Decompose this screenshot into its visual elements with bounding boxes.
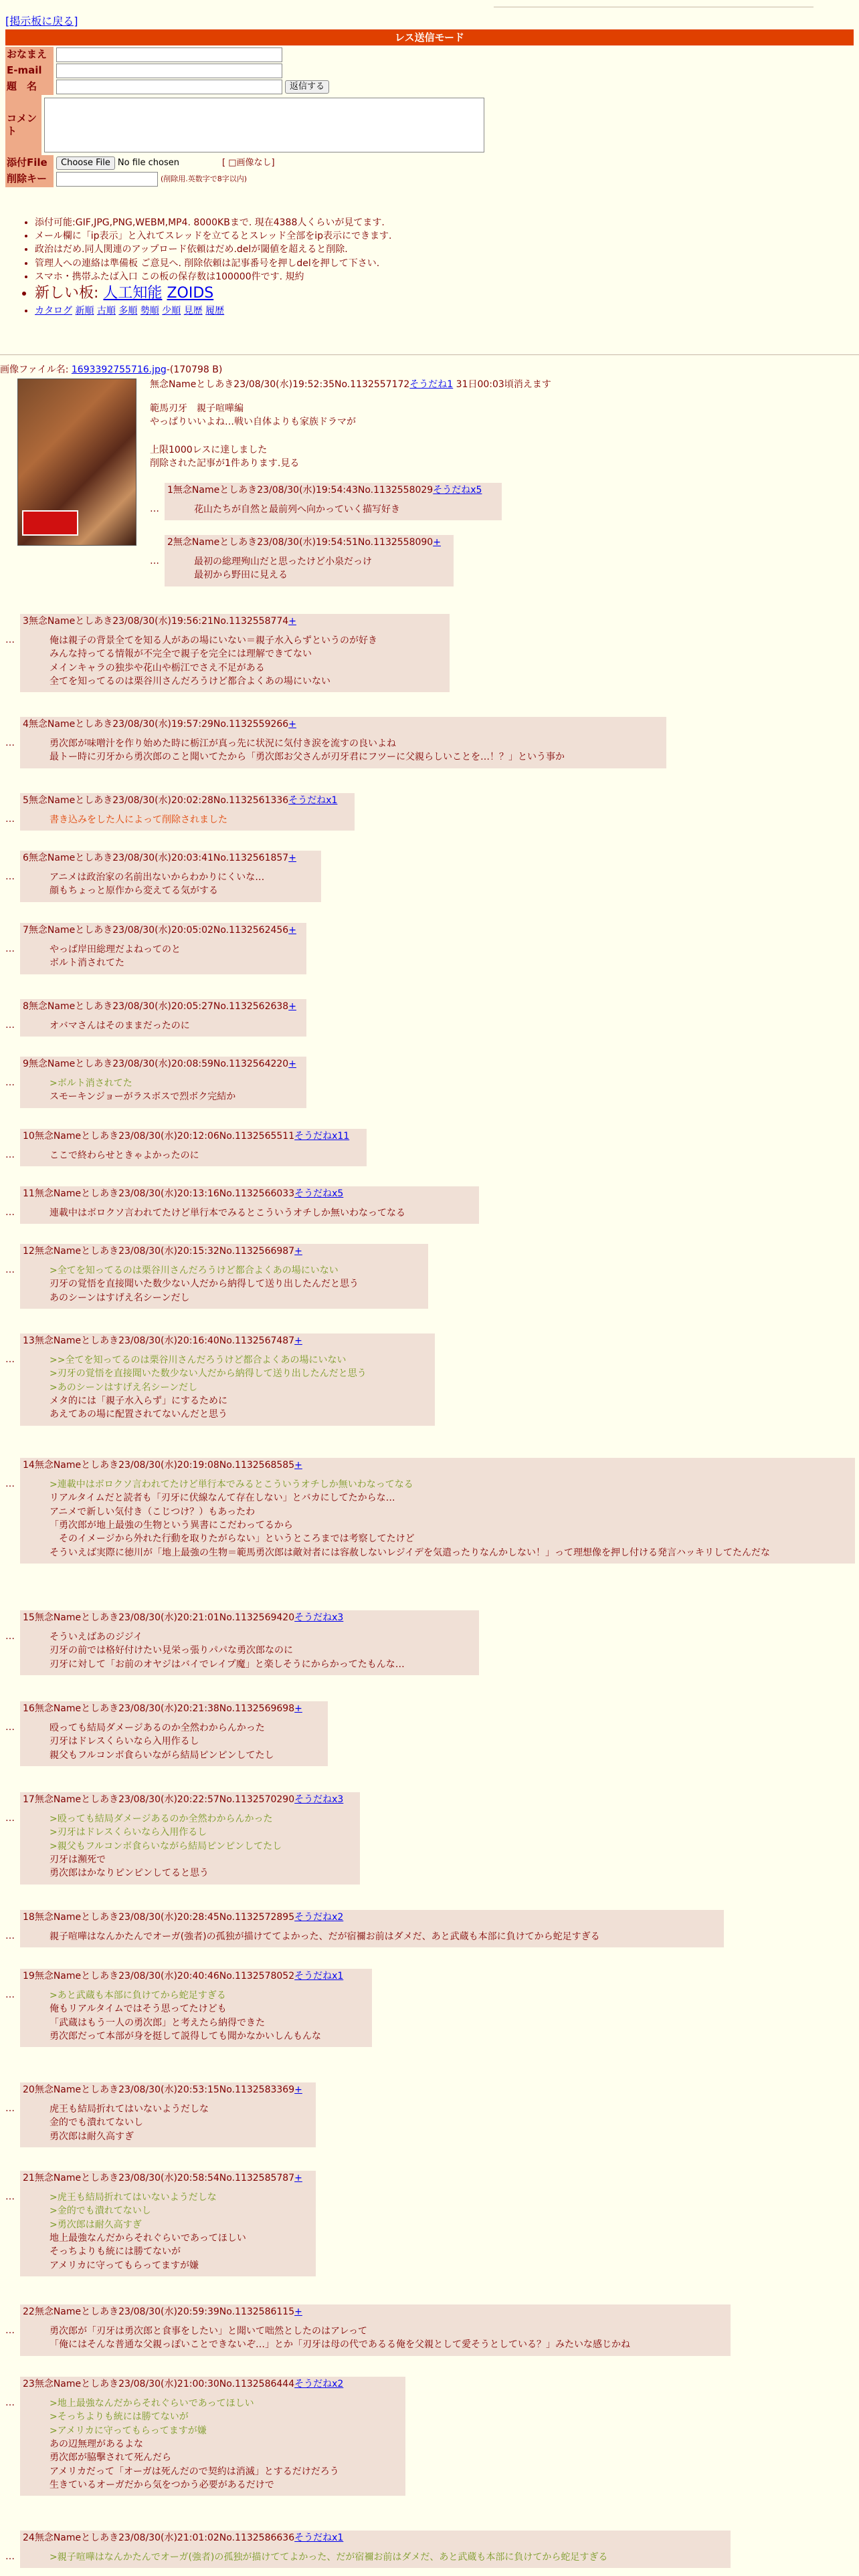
comment-textarea[interactable] <box>44 98 484 152</box>
op-header: 無念Nameとしあき23/08/30(水)19:52:35No.1132557172そうだね1 31日00:03頃消えます <box>150 379 551 390</box>
reply-line: 「勇次郎が地上最強の生物という異書にこだわってるから <box>50 1520 293 1531</box>
reply-header <box>23 1703 325 1715</box>
reply-header <box>167 536 451 548</box>
reply-marker: … <box>5 1813 15 1824</box>
op-line: やっぱりいいよね…戦い自体よりも家族ドラマが <box>150 417 356 427</box>
reply-line: 刃牙は瀕死で <box>50 1854 106 1866</box>
reply-meta: 24無念Nameとしあき23/08/30(水)21:01:02No.1132586636 <box>23 2533 295 2543</box>
reply-post <box>20 2304 731 2356</box>
reply-body <box>50 1812 357 1880</box>
reply-line: 最トー時に刃牙から勇次郎のこと聞いてたから「勇次郎お父さんが刃牙君にフツーに父親らしいことを…！？」という事か <box>50 752 565 763</box>
reply-line: 刃牙に対して「お前のオヤジはバイでレイプ魔」と楽しそうにからかってたもんな… <box>50 1658 405 1670</box>
reply-post <box>20 793 355 831</box>
reply-line: 全てを知ってるのは栗谷川さんだろうけど都合よくあの場にいない <box>50 676 330 687</box>
reply-meta: 18無念Nameとしあき23/08/30(水)20:28:45No.1132572895 <box>23 1912 295 1923</box>
delete-key-label: 削除キー <box>5 171 54 187</box>
reply-marker: … <box>5 814 15 825</box>
reply-body <box>50 1019 304 1033</box>
reply-body <box>50 2397 403 2492</box>
reply-line: 勇次郎だって本部が身を挺して説得しても聞かなかいしんもんな <box>50 2031 321 2042</box>
reply-marker: … <box>5 1990 15 2000</box>
soudane-button[interactable]: + <box>294 2306 302 2317</box>
reply-body <box>50 2551 728 2564</box>
reply-body <box>50 2325 728 2352</box>
subject-input[interactable] <box>56 80 282 94</box>
reply-post <box>20 2171 316 2276</box>
soudane-button[interactable]: そうだねx1 <box>294 2533 344 2543</box>
reply-line: 「俺にはそんな普通な父親っぽいことできないぞ…」とか「刃牙は母の代であるる俺を父親として愛そうとしている？」みたいな感じかね <box>50 2339 630 2351</box>
reply-header <box>23 1335 432 1347</box>
reply-line: ボルト消されてた <box>50 958 124 969</box>
comment-label: コメント <box>5 95 41 155</box>
reply-line: 勇次郎は耐久高すぎ <box>50 2131 134 2142</box>
rule-item: • 添付可能:GIF,JPG,PNG,WEBM,MP4. 8000KBまで. 現在4388人くらいが見てます. <box>35 217 391 229</box>
reply-body <box>50 1206 476 1220</box>
reply-line: スモーキンジョーがラスボスで烈ボク完結か <box>50 1091 236 1103</box>
reply-meta: 4無念Nameとしあき23/08/30(水)19:57:29No.1132559266 <box>23 719 289 730</box>
thread-image[interactable] <box>17 379 136 546</box>
soudane-button[interactable]: そうだねx2 <box>294 2379 344 2389</box>
reply-line: リアルタイムだと読者も「刃牙に伏線なんて存在しない」とバカにしてたからな… <box>50 1493 395 1504</box>
reply-marker: … <box>5 1722 15 1733</box>
reply-post <box>20 1244 428 1309</box>
reply-header <box>23 2084 313 2096</box>
reply-line: 虎王も結局折れてはいないようだしな <box>50 2104 209 2115</box>
reply-post <box>20 2082 316 2147</box>
reply-body <box>50 943 304 970</box>
subject-label: 題 名 <box>5 79 54 95</box>
reply-marker: … <box>5 1265 15 1275</box>
reply-marker: … <box>5 1207 15 1218</box>
reply-marker: … <box>5 2191 15 2202</box>
sort-many-link[interactable]: 多順 <box>118 305 138 316</box>
quote-line: >虎王も結局折れてはいないようだしな <box>50 2192 217 2204</box>
soudane-button[interactable]: + <box>288 719 296 730</box>
quote-line: >殴っても結局ダメージあるのか全然わからんかった <box>50 1814 273 1825</box>
image-file-link[interactable]: 1693392755716.jpg <box>71 364 167 375</box>
reply-line: あの辺無理があるよな <box>50 2439 143 2450</box>
quote-line: >あと武蔵も本部に負けてから蛇足すぎる <box>50 1990 226 2002</box>
reply-meta: 9無念Nameとしあき23/08/30(水)20:08:59No.1132564220 <box>23 1059 289 1069</box>
reply-marker: … <box>5 1077 15 1088</box>
reply-header <box>23 1459 852 1471</box>
reply-marker: … <box>5 2103 15 2114</box>
reply-meta: 7無念Nameとしあき23/08/30(水)20:05:02No.1132562456 <box>23 925 289 936</box>
soudane-button[interactable]: そうだねx2 <box>294 1912 344 1923</box>
soudane-button[interactable]: + <box>288 925 296 936</box>
soudane-button[interactable]: そうだねx5 <box>433 485 482 496</box>
reply-meta: 8無念Nameとしあき23/08/30(水)20:05:27No.1132562638 <box>23 1001 289 1012</box>
file-label: 添付File <box>5 155 54 171</box>
reply-line: そのイメージから外れた行動を取りたがらない」というところまでは考察してたけど <box>50 1533 415 1545</box>
reply-body <box>50 1077 304 1104</box>
soudane-button[interactable]: そうだねx3 <box>294 1794 344 1805</box>
reply-marker: … <box>5 1150 15 1160</box>
reply-body <box>50 1630 476 1671</box>
reply-body <box>194 503 499 516</box>
reply-meta: 6無念Nameとしあき23/08/30(水)20:03:41No.1132561857 <box>23 853 289 863</box>
reply-post <box>20 1057 306 1108</box>
soudane-button[interactable]: + <box>433 537 441 548</box>
image-file-info: 画像ファイル名: 1693392755716.jpg-(170798 B) <box>0 364 223 375</box>
quote-line: >ボルト消されてた <box>50 1078 132 1089</box>
reply-body <box>50 1721 325 1762</box>
reply-line: 金的でも潰れてないし <box>50 2117 143 2129</box>
reply-line: やっぱ岸田総理だよねってのと <box>50 944 181 956</box>
reply-line: アニメで新しい気付き（こじつけ？）もあったわ <box>50 1506 256 1517</box>
reply-meta: 19無念Nameとしあき23/08/30(水)20:40:46No.1132578052 <box>23 1971 295 1981</box>
reply-line: ここで終わらせときゃよかったのに <box>50 1150 199 1162</box>
reply-marker: … <box>5 2397 15 2408</box>
reply-line: 刃牙の前では格好付けたい見栄っ張りパパな勇次郎なのに <box>50 1645 293 1656</box>
reply-line: 最初から野田に見える <box>194 570 288 581</box>
reply-line: 地上最強なんだからそれぐらいであってほしい <box>50 2233 246 2244</box>
reply-line: 勇次郎が「刃牙は勇次郎と食事をしたい」と聞いて咄然としたのはアレって <box>50 2326 368 2337</box>
op-line: 削除された記事が1件あります.見る <box>150 458 300 469</box>
quote-line: >アメリカに守ってもらってますが嫌 <box>50 2425 207 2436</box>
reply-meta: 22無念Nameとしあき23/08/30(水)20:59:39No.1132586115 <box>23 2306 295 2317</box>
back-to-board-link[interactable]: [掲示板に戻る] <box>5 15 78 27</box>
reply-marker: … <box>5 2551 15 2562</box>
reply-header <box>23 1612 476 1624</box>
reply-line: 刃牙の覚悟を直接聞いた数少ない人だから納得して送り出したんだと思う <box>50 1279 359 1290</box>
reply-header <box>23 2532 728 2544</box>
reply-line: 花山たちが自然と最前列へ向かっていく描写好き <box>194 504 400 516</box>
reply-meta: 14無念Nameとしあき23/08/30(水)20:19:08No.1132568585 <box>23 1460 295 1471</box>
reply-body <box>194 555 451 582</box>
soudane-button[interactable]: そうだねx5 <box>294 1188 344 1199</box>
soudane-button[interactable]: + <box>288 1059 296 1069</box>
reply-header <box>23 794 352 807</box>
view-history-link[interactable]: 見歴 <box>183 305 203 316</box>
board-rules <box>35 217 391 318</box>
reply-post <box>20 1701 328 1766</box>
quote-line: >全てを知ってるのは栗谷川さんだろうけど都合よくあの場にいない <box>50 1265 339 1277</box>
reply-body <box>50 1264 425 1305</box>
reply-line: 刃牙はドレスくらいなら入用作るし <box>50 1736 199 1747</box>
reply-post <box>20 1610 479 1675</box>
reply-header <box>167 484 499 496</box>
soudane-button[interactable]: + <box>294 1246 302 1257</box>
reply-line: 親父もフルコンボ食らいながら結局ピンピンしてたし <box>50 1749 274 1761</box>
reply-marker: … <box>5 871 15 882</box>
quote-line: >勇次郎は耐久高すぎ <box>50 2219 142 2230</box>
reply-line: メインキャラの独歩や花山や栃江でさえ不足がある <box>50 662 265 673</box>
reply-post <box>20 1458 855 1564</box>
reply-post <box>20 1186 479 1224</box>
submit-button[interactable]: 返信する <box>285 80 329 94</box>
reply-post <box>20 1969 372 2047</box>
op-line: 範馬刃牙 親子喧嘩編 <box>150 403 244 414</box>
reply-marker: … <box>5 1020 15 1031</box>
reply-meta: 17無念Nameとしあき23/08/30(水)20:22:57No.1132570290 <box>23 1794 295 1805</box>
sort-old-link[interactable]: 古順 <box>96 305 116 316</box>
name-input[interactable] <box>56 47 282 62</box>
reply-meta: 15無念Nameとしあき23/08/30(水)20:21:01No.1132569420 <box>23 1612 295 1623</box>
soudane-button[interactable]: + <box>294 2173 302 2183</box>
catalog-link[interactable]: カタログ <box>35 305 72 316</box>
delete-key-input[interactable] <box>56 172 158 187</box>
reply-meta: 16無念Nameとしあき23/08/30(水)20:21:38No.1132569698 <box>23 1703 295 1714</box>
email-label: E-mail <box>5 63 54 79</box>
reply-header <box>23 1245 425 1257</box>
reply-post <box>20 1910 724 1947</box>
quote-line: >親父もフルコンボ食らいながら結局ピンピンしてたし <box>50 1840 282 1852</box>
reply-marker: … <box>150 556 159 566</box>
reply-line: あのシーンはすげえ名シーンだし <box>50 1292 190 1303</box>
quote-line: >親子喧嘩はなんかたんでオーガ(強者)の孤独が描けててよかった、だが宿禰お前はダメだ、あと武蔵も本部に負けてから蛇足すぎる <box>50 2552 608 2563</box>
reply-header <box>23 1794 357 1806</box>
reply-body <box>50 737 664 764</box>
sort-few-link[interactable]: 少順 <box>162 305 181 316</box>
reply-post <box>20 717 666 768</box>
quote-line: >あのシーンはすげえ名シーンだし <box>50 1382 198 1393</box>
reply-post <box>165 483 502 520</box>
quote-line: >連載中はボロクソ言われてたけど単行本でみるとこういうオチしか無いわなってなる <box>50 1479 413 1491</box>
reply-post <box>20 2377 405 2496</box>
reply-post <box>20 923 306 974</box>
reply-meta: 12無念Nameとしあき23/08/30(水)20:15:32No.1132566987 <box>23 1246 295 1257</box>
soudane-button[interactable]: そうだねx3 <box>294 1612 344 1623</box>
reply-header <box>23 924 304 936</box>
reply-post <box>20 1129 367 1166</box>
reply-line: 連載中はボロクソ言われてたけど単行本でみるとこういうオチしか無いわなってなる <box>50 1208 405 1219</box>
reply-body <box>50 1989 369 2043</box>
reply-line: みんな持ってる情報が不完全で親子を完全には理解できてない <box>50 649 312 660</box>
reply-line: 勇次郎はかなりピンピンしてると思う <box>50 1868 209 1879</box>
reply-line: そっちよりも統には勝てないが <box>50 2246 181 2258</box>
reply-header <box>23 1970 369 1982</box>
reply-meta: 10無念Nameとしあき23/08/30(水)20:12:06No.1132565511 <box>23 1131 295 1142</box>
reply-header <box>23 1188 476 1200</box>
reply-line: アニメは政治家の名前出ないからわかりにくいな… <box>50 872 265 883</box>
reply-header <box>23 2172 313 2184</box>
reply-header <box>23 1130 364 1142</box>
soudane-button[interactable]: そうだね1 <box>409 379 454 390</box>
sort-new-link[interactable]: 新順 <box>75 305 94 316</box>
reply-header <box>23 2378 403 2390</box>
reply-marker: … <box>5 1354 15 1365</box>
reply-meta: 21無念Nameとしあき23/08/30(水)20:58:54No.1132585787 <box>23 2173 295 2183</box>
post-form <box>5 47 487 187</box>
reply-line: メタ的には「親子水入らず」にするために <box>50 1396 227 1407</box>
reply-marker: … <box>5 944 15 954</box>
reply-marker: … <box>5 1931 15 1941</box>
reply-body <box>50 1930 721 1943</box>
reply-line: そういえばあのジジイ <box>50 1632 142 1643</box>
reply-meta: 1無念Nameとしあき23/08/30(水)19:54:43No.1132558029 <box>167 485 434 496</box>
reply-meta: 2無念Nameとしあき23/08/30(水)19:54:51No.1132558090 <box>167 537 434 548</box>
new-board-link-zoids[interactable]: ZOIDS <box>167 284 214 302</box>
rule-item: • スマホ・携帯ふたば入口 この板の保存数は100000件です. 規約 <box>35 271 391 283</box>
reply-body <box>50 871 318 898</box>
quote-line: >刃牙の覚悟を直接聞いた数少ない人だから納得して送り出したんだと思う <box>50 1368 367 1380</box>
reply-header <box>23 1058 304 1070</box>
reply-header <box>23 1911 721 1923</box>
reply-body <box>50 634 447 688</box>
soudane-button[interactable]: そうだねx11 <box>294 1131 350 1142</box>
quote-line: >>全てを知ってるのは栗谷川さんだろうけど都合よくあの場にいない <box>50 1355 347 1366</box>
history-link[interactable]: 履歴 <box>205 305 225 316</box>
rule-item: • 政治はだめ.同人関連のアップロード依頼はだめ.delが閾値を超えると削除. <box>35 243 391 255</box>
choose-file-button[interactable]: Choose File <box>56 156 115 171</box>
reply-body <box>50 813 352 827</box>
reply-line: 生きているオーガだから気をつかう必要があるだけで <box>50 2479 274 2490</box>
reply-line: 殴っても結局ダメージあるのか全然わからんかった <box>50 1723 265 1734</box>
soudane-button[interactable]: + <box>288 853 296 863</box>
reply-post <box>20 999 306 1037</box>
no-image-checkbox[interactable]: [ □画像なし] <box>221 157 275 168</box>
reply-meta: 23無念Nameとしあき23/08/30(水)21:00:30No.1132586444 <box>23 2379 295 2389</box>
soudane-button[interactable]: + <box>294 1703 302 1714</box>
reply-line: アメリカだって「オーガは死んだので契約は消滅」とするだけだろう <box>50 2466 339 2477</box>
email-input[interactable] <box>56 64 282 78</box>
divider <box>0 354 859 355</box>
reply-meta: 5無念Nameとしあき23/08/30(水)20:02:28No.1132561336 <box>23 795 289 806</box>
reply-mode-bar: レス送信モード <box>5 29 854 45</box>
file-status: No file chosen <box>117 157 179 168</box>
reply-body <box>50 1354 432 1421</box>
rule-item: • メール欄に「ip表示」と入れてスレッドを立てるとスレッド全部をip表示にできます. <box>35 230 391 242</box>
reply-line: 俺もリアルタイムではそう思ってたけども <box>50 2004 227 2015</box>
thumbnail-badge <box>22 510 78 536</box>
reply-post <box>20 851 321 902</box>
reply-body <box>50 1149 364 1162</box>
op-line: 上限1000レスに達しました <box>150 445 268 455</box>
reply-header <box>23 615 447 627</box>
reply-header <box>23 1000 304 1012</box>
reply-meta: 11無念Nameとしあき23/08/30(水)20:13:16No.1132566033 <box>23 1188 295 1199</box>
reply-meta: 13無念Nameとしあき23/08/30(水)20:16:40No.1132567487 <box>23 1335 295 1346</box>
sort-momentum-link[interactable]: 勢順 <box>140 305 159 316</box>
quote-line: >金的でも潰れてないし <box>50 2206 151 2217</box>
reply-header <box>23 2306 728 2318</box>
reply-header <box>23 718 664 730</box>
reply-post <box>20 1333 435 1426</box>
reply-post <box>165 535 454 586</box>
reply-marker: … <box>5 738 15 748</box>
catalog-links <box>35 305 391 317</box>
new-board-link-ai[interactable]: 人工知能 <box>103 284 163 302</box>
reply-line: オバマさんはそのままだったのに <box>50 1021 190 1032</box>
reply-line: 親子喧嘩はなんかたんでオーガ(強者)の孤独が描けててよかった、だが宿禰お前はダメだ、あと武蔵も本部に負けてから蛇足すぎる <box>50 1931 600 1943</box>
reply-header <box>23 852 318 864</box>
reply-line: 俺は親子の背景全てを知る人があの場にいない＝親子水入らずというのが好き <box>50 635 377 647</box>
reply-line: 勇次郎が味噌汁を作り始めた時に栃江が真っ先に状況に気付き涙を流すの良いよね <box>50 738 396 750</box>
reply-line: あえてあの場に配置されてないんだと思う <box>50 1409 227 1420</box>
soudane-button[interactable]: + <box>294 2084 302 2095</box>
reply-line: 勇次郎が脇擊されて死んだら <box>50 2452 171 2464</box>
reply-meta: 20無念Nameとしあき23/08/30(水)20:53:15No.1132583369 <box>23 2084 295 2095</box>
quote-line: >刃牙はドレスくらいなら入用作るし <box>50 1827 207 1838</box>
soudane-button[interactable]: + <box>288 1001 296 1012</box>
reply-post <box>20 1792 360 1885</box>
reply-body <box>50 2191 313 2272</box>
new-board-item: • 新しい板: 人工知能 ZOIDS <box>35 284 391 304</box>
quote-line: >地上最強なんだからそれぐらいであってほしい <box>50 2398 254 2409</box>
reply-post <box>20 614 450 692</box>
soudane-button[interactable]: + <box>288 616 296 627</box>
reply-meta: 3無念Nameとしあき23/08/30(水)19:56:21No.1132558774 <box>23 616 289 627</box>
soudane-button[interactable]: そうだねx1 <box>294 1971 344 1981</box>
reply-line: 顔もちょっと原作から変えてる気がする <box>50 885 218 897</box>
reply-body <box>50 2103 313 2143</box>
soudane-button[interactable]: + <box>294 1460 302 1471</box>
soudane-button[interactable]: そうだねx1 <box>288 795 338 806</box>
reply-marker: … <box>5 635 15 645</box>
reply-body <box>50 1478 852 1560</box>
reply-marker: … <box>150 504 159 514</box>
rule-item: • 管理人への連絡は準備板 ご意見へ. 削除依頼は記事番号を押しdelを押して下さい. <box>35 257 391 270</box>
reply-post <box>20 2531 731 2568</box>
quote-line: >そっちよりも統には勝てないが <box>50 2411 189 2423</box>
reply-marker: … <box>5 1631 15 1642</box>
soudane-button[interactable]: + <box>294 1335 302 1346</box>
reply-line: アメリカに守ってもらってますが嫌 <box>50 2260 199 2271</box>
reply-marker: … <box>5 2325 15 2336</box>
reply-line: 最初の総理殉山だと思ったけど小泉だっけ <box>194 556 372 568</box>
delete-key-note: (削除用.英数字で8字以内) <box>161 174 248 183</box>
reply-marker: … <box>5 1479 15 1489</box>
reply-line: 「武蔵はもう一人の勇次郎」と考えたら納得できた <box>50 2017 265 2028</box>
reply-line: 書き込みをした人によって削除されました <box>50 815 227 826</box>
name-label: おなまえ <box>5 47 54 63</box>
reply-line: そういえば実際に徳川が「地上最強の生物＝範馬勇次郎は敵対者には容赦しないレジイデを気遣ったりなんかしない！」って理想像を押し付ける発言ハッキリしてたんだな <box>50 1547 770 1558</box>
